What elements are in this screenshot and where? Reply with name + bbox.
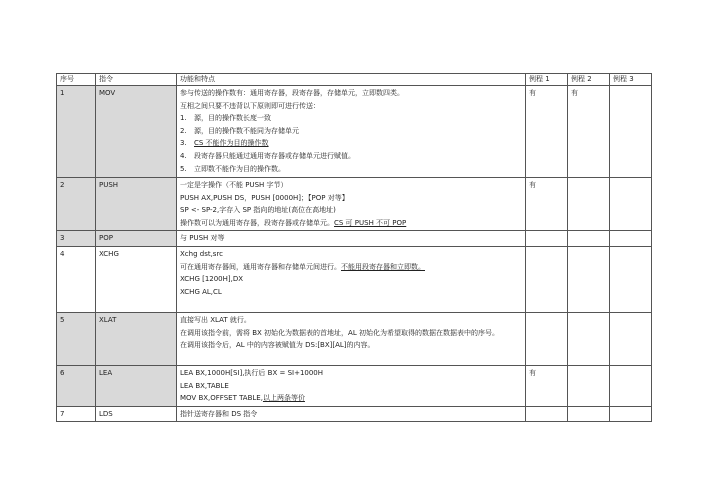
table-row (57, 246, 652, 312)
description-underlined: 不能用段寄存器和立即数。 (341, 262, 425, 271)
description-line: 与 PUSH 对等 (180, 234, 225, 243)
list-text: CS 不能作为目的操作数 (194, 139, 269, 148)
instruction-table (56, 73, 652, 422)
table-row (57, 365, 652, 406)
example-3-cell (610, 86, 652, 178)
example-3-cell (610, 406, 652, 422)
list-item (180, 125, 522, 138)
header-example-3: 例程 3 (610, 74, 652, 86)
table-header-row (57, 74, 652, 86)
description-line: LEA BX,1000H[SI],执行后 BX = SI+1000H (180, 368, 324, 377)
row-description (177, 86, 526, 178)
row-description (177, 312, 526, 365)
table-row (57, 406, 652, 422)
description-line: XCHG AL,CL (180, 287, 222, 296)
example-1-cell (526, 246, 568, 312)
description-line: SP <- SP-2,字存入 SP 指向的地址(高位在高地址) (180, 206, 336, 215)
example-2-cell (568, 246, 610, 312)
description-underlined: 以上两条等价 (262, 394, 305, 403)
row-description (177, 406, 526, 422)
table-row (57, 178, 652, 231)
header-description: 功能和特点 (177, 74, 526, 86)
example-3-cell (610, 231, 652, 247)
row-number: 4 (57, 246, 96, 312)
list-item (180, 163, 522, 176)
row-description (177, 246, 526, 312)
example-2-cell (568, 406, 610, 422)
table-row (57, 231, 652, 247)
description-line (180, 217, 522, 230)
row-description (177, 178, 526, 231)
list-number: 4. (180, 151, 187, 160)
row-instruction: LDS (96, 406, 177, 422)
list-item (180, 112, 522, 125)
list-item (180, 137, 522, 150)
description-line: 一定是字操作（不能 PUSH 字节） (180, 181, 288, 189)
description-line: LEA BX,TABLE (180, 381, 229, 390)
row-instruction: POP (96, 231, 177, 247)
example-1-cell (526, 406, 568, 422)
row-number: 5 (57, 312, 96, 365)
description-text: 可在通用寄存器间，通用寄存器和存储单元间进行。 (180, 262, 341, 271)
header-instruction: 指令 (96, 74, 177, 86)
example-1-cell (526, 312, 568, 365)
row-number: 3 (57, 231, 96, 247)
table-row (57, 312, 652, 365)
header-example-2: 例程 2 (568, 74, 610, 86)
description-line: 参与传送的操作数有：通用寄存器，段寄存器，存储单元，立即数四类。 (180, 89, 404, 97)
row-number: 7 (57, 406, 96, 422)
example-1-cell: 有 (526, 86, 568, 178)
example-3-cell (610, 178, 652, 231)
description-line: PUSH AX,PUSH DS，PUSH [0000H]；【POP 对等】 (180, 193, 349, 202)
row-instruction: LEA (96, 365, 177, 406)
example-3-cell (610, 246, 652, 312)
row-instruction: PUSH (96, 178, 177, 231)
description-text: 操作数可以为通用寄存器，段寄存器或存储单元。 (180, 218, 334, 227)
row-description (177, 365, 526, 406)
row-number: 2 (57, 178, 96, 231)
description-line: Xchg dst,src (180, 249, 224, 258)
example-1-cell: 有 (526, 365, 568, 406)
header-example-1: 例程 1 (526, 74, 568, 86)
example-1-cell: 有 (526, 178, 568, 231)
list-number: 1. (180, 114, 187, 123)
list-text: 源，目的操作数长度一致 (194, 114, 271, 123)
description-line: 在调用该指令前，需将 BX 初始化为数据表的首地址，AL 初始化为希望取得的数据在数据表中的序号。 (180, 328, 499, 337)
row-instruction: XCHG (96, 246, 177, 312)
example-3-cell (610, 312, 652, 365)
list-item (180, 150, 522, 163)
list-text: 立即数不能作为目的操作数。 (194, 164, 285, 173)
list-text: 段寄存器只能通过通用寄存器或存储单元进行赋值。 (194, 151, 355, 160)
description-text: MOV BX,OFFSET TABLE, (180, 394, 263, 403)
example-2-cell (568, 312, 610, 365)
list-number: 3. (180, 139, 187, 148)
description-line: 互相之间只要不违背以下原则即可进行传送： (180, 101, 320, 110)
description-line (180, 261, 522, 274)
table-row (57, 86, 652, 178)
example-2-cell (568, 231, 610, 247)
row-instruction: XLAT (96, 312, 177, 365)
description-underlined: CS 可 PUSH 不可 POP (334, 218, 407, 227)
example-2-cell (568, 365, 610, 406)
example-2-cell (568, 178, 610, 231)
description-line: 在调用该指令后，AL 中的内容被赋值为 DS:[BX][AL]的内容。 (180, 341, 375, 350)
row-description (177, 231, 526, 247)
description-line: 指针送寄存器和 DS 指令 (180, 409, 258, 418)
example-3-cell (610, 365, 652, 406)
example-2-cell: 有 (568, 86, 610, 178)
list-text: 源，目的操作数不能同为存储单元 (194, 126, 299, 135)
row-number: 1 (57, 86, 96, 178)
row-instruction: MOV (96, 86, 177, 178)
header-no: 序号 (57, 74, 96, 86)
description-line: XCHG [1200H],DX (180, 275, 244, 284)
row-number: 6 (57, 365, 96, 406)
example-1-cell (526, 231, 568, 247)
list-number: 5. (180, 164, 187, 173)
description-line: 直接写出 XLAT 就行。 (180, 315, 251, 324)
list-number: 2. (180, 126, 187, 135)
description-line (180, 392, 522, 405)
